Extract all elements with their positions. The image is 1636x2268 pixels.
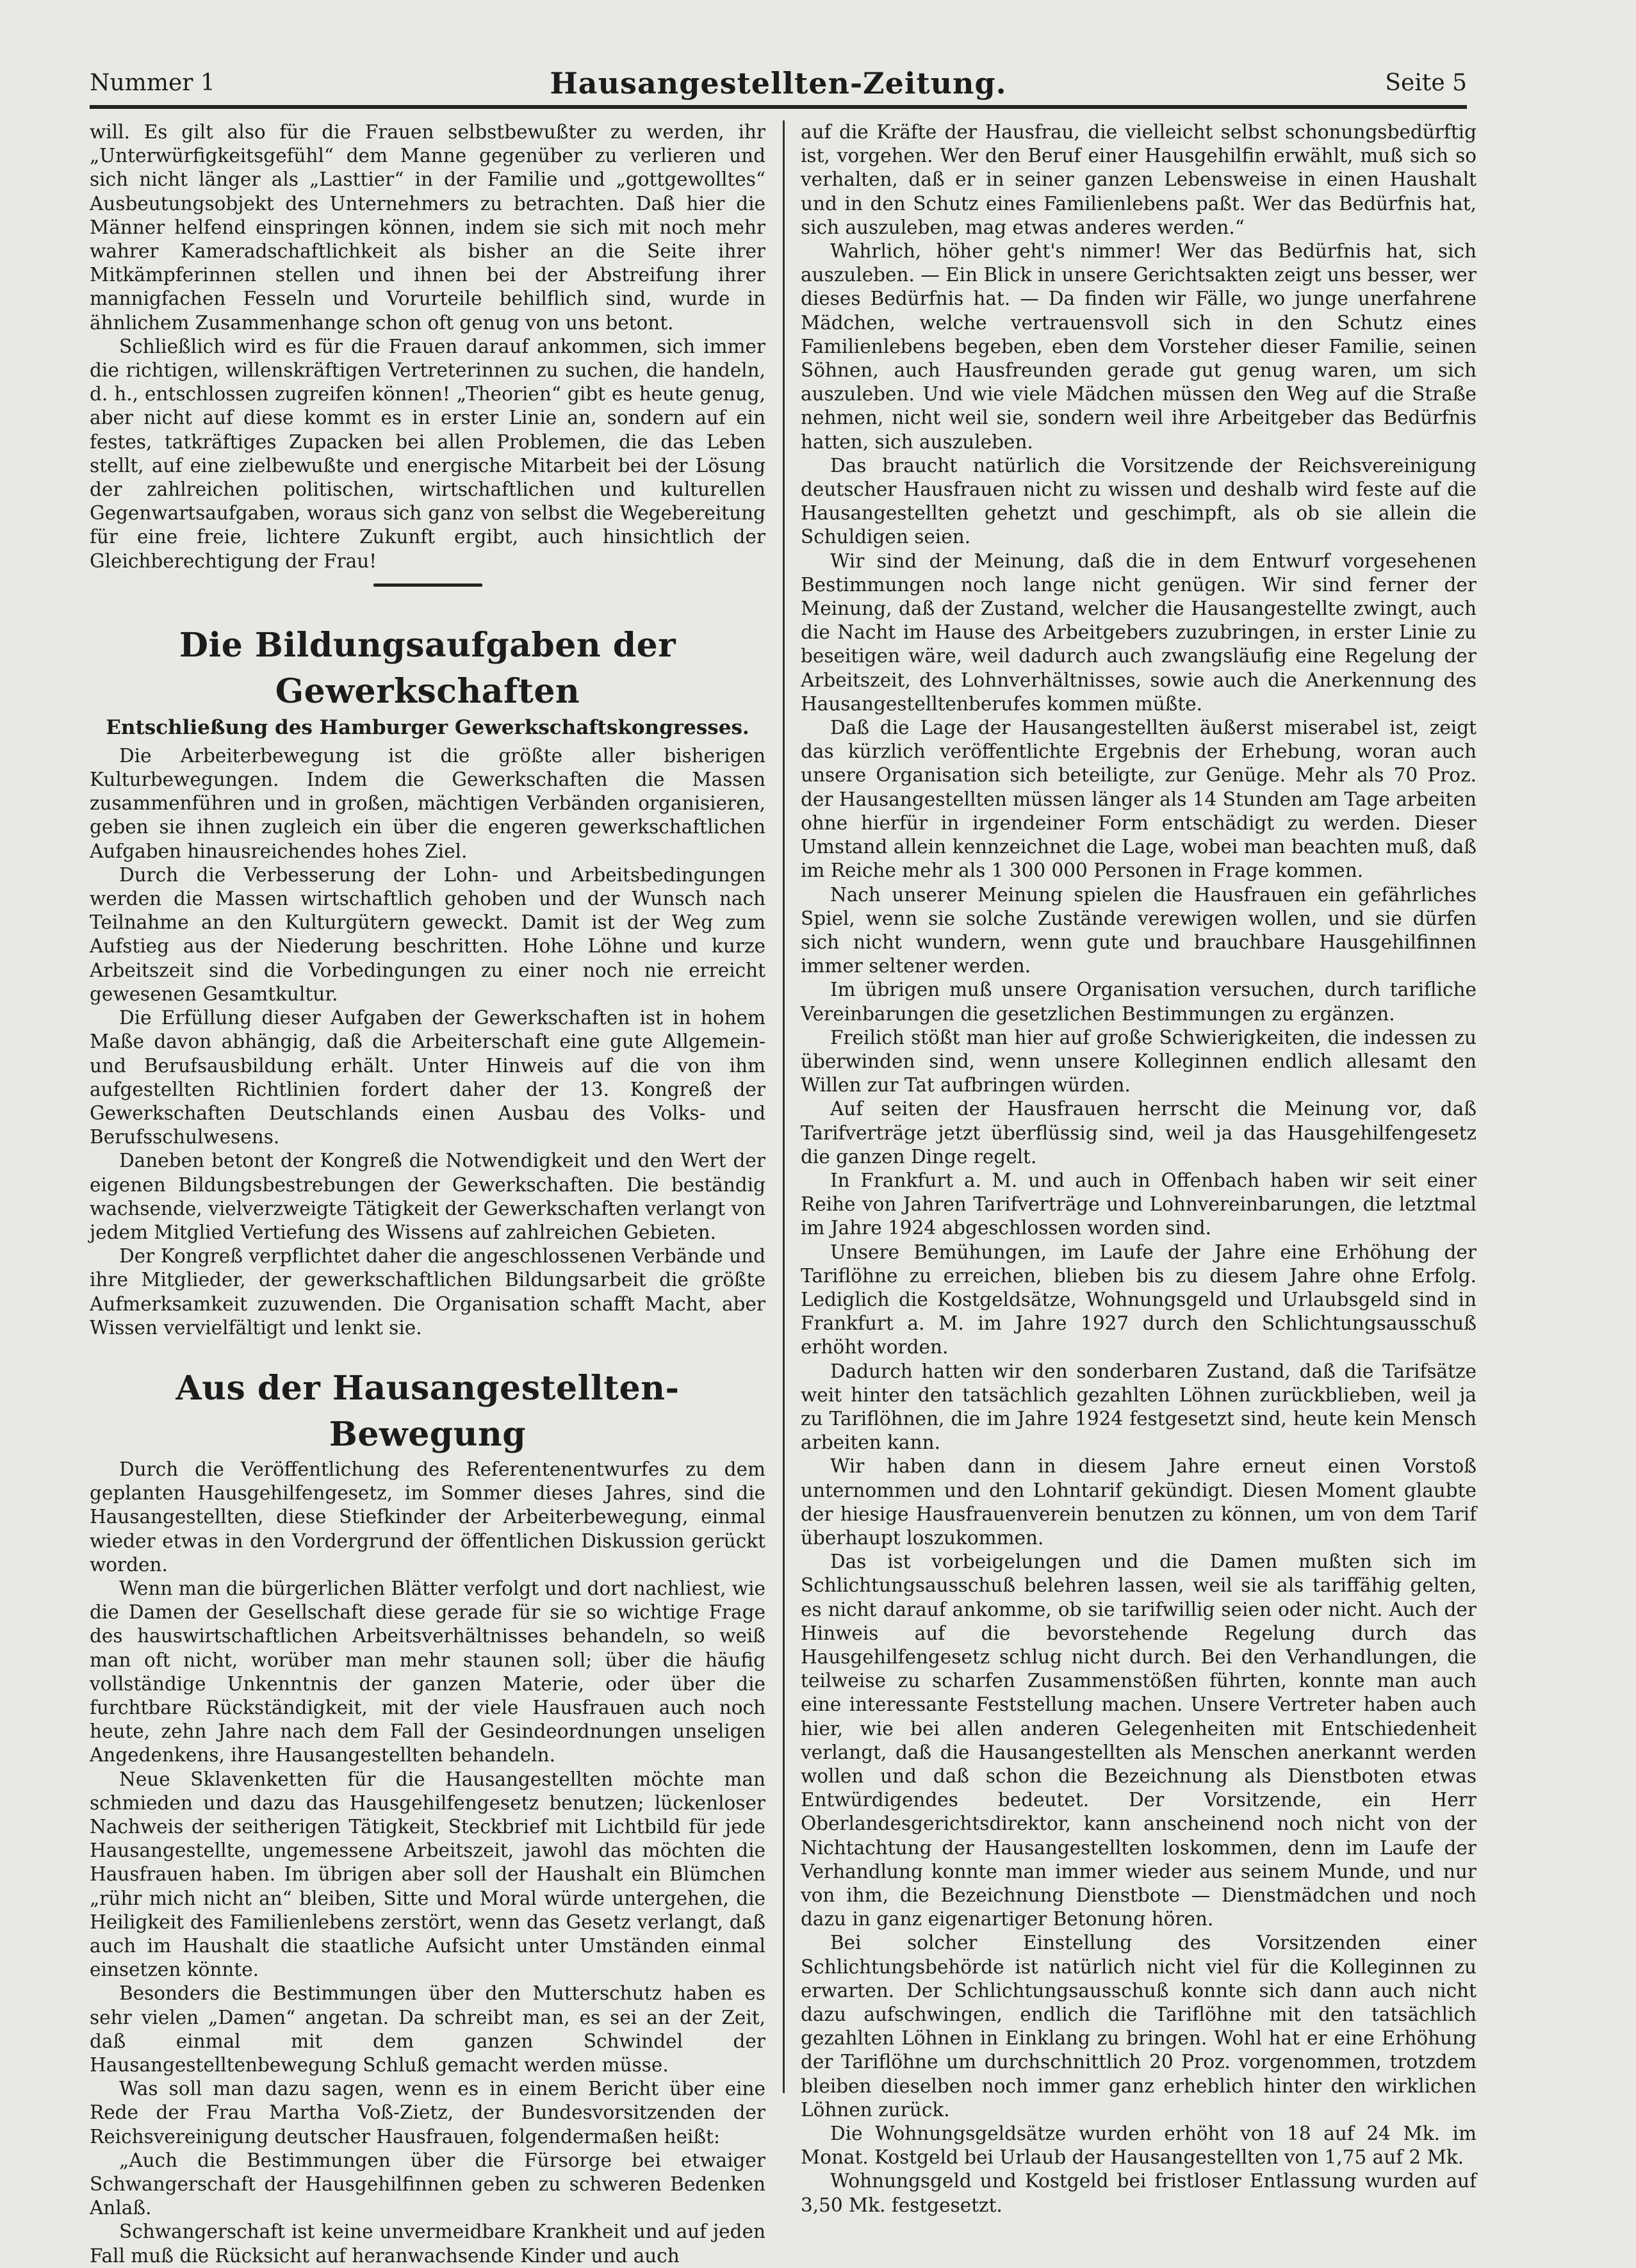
article-paragraph: Nach unserer Meinung spielen die Hausfrauen ein gefährliches Spiel, wenn sie solche Zustände verewigen wollen, und sie dürfen sich nicht wundern, wenn gute und brauchbare Hausgehilfinnen immer seltener werden. xyxy=(801,883,1476,977)
article-paragraph: In Frankfurt a. M. und auch in Offenbach haben wir seit einer Reihe von Jahren Tarifverträge und Lohnvereinbarungen, die letztmal im Jahre 1924 abgeschlossen worden sind. xyxy=(801,1169,1476,1239)
article-title-bildung: Die Bildungsaufgaben der Gewerkschaften xyxy=(179,625,676,711)
header-rule xyxy=(90,105,1467,109)
page-number: Seite 5 xyxy=(1385,70,1467,96)
article-paragraph: Wir sind der Meinung, daß die in dem Entwurf vorgesehenen Bestimmungen noch lange nicht genügen. Wir sind ferner der Meinung, daß der Zustand, welcher die Hausangestellte zwingt, auch die Nacht im Hause des Arbeitgebers zuzubringen, in erster Linie zu beseitigen wäre, weil dadurch auch zwangsläufig eine Regelung der Arbeitszeit, des Lohnverhältnisses, sowie auch die Anerkennung des Hausangestelltenberufes kommen müßte. xyxy=(801,550,1476,715)
article-title-hausangestellten: Aus der Hausangestellten-Bewegung xyxy=(176,1368,680,1454)
right-column xyxy=(801,120,1476,2217)
article-paragraph: Auf seiten der Hausfrauen herrscht die Meinung vor, daß Tarifverträge jetzt überflüssig sind, weil ja das Hausgehilfengesetz die ganzen Dinge regelt. xyxy=(801,1098,1476,1168)
article-paragraph: Wohnungsgeld und Kostgeld bei fristloser Entlassung wurden auf 3,50 Mk. festgesetzt. xyxy=(801,2170,1476,2216)
article-paragraph: Durch die Verbesserung der Lohn- und Arbeitsbedingungen werden die Massen wirtschaftlich gehoben und der Wunsch nach Teilnahme an den Kulturgütern geweckt. Damit ist der Weg zum Aufstieg aus der Niederung beschritten. Hohe Löhne und kurze Arbeitszeit sind die Vorbedingungen zu einer noch nie erreicht gewesenen Gesamtkultur. xyxy=(90,863,765,1005)
article-paragraph: Unsere Bemühungen, im Laufe der Jahre eine Erhöhung der Tariflöhne zu erreichen, blieben bis zu diesem Jahre ohne Erfolg. Lediglich die Kostgeldsätze, Wohnungsgeld und Urlaubsgeld sind in Frankfurt a. M. im Jahre 1927 durch den Schlichtungsausschuß erhöht worden. xyxy=(801,1241,1476,1358)
article-paragraph: Bei solcher Einstellung des Vorsitzenden einer Schlichtungsbehörde ist natürlich nicht viel für die Kolleginnen zu erwarten. Der Schlichtungsausschuß konnte sich dann auch nicht dazu aufschwingen, endlich die Tariflöhne mit den tatsächlich gezahlten Löhnen in Einklang zu bringen. Wohl hat er eine Erhöhung der Tariflöhne um durchschnittlich 20 Proz. vorgenommen, trotzdem bleiben dieselben noch immer ganz erheblich hinter den wirklichen Löhnen zurück. xyxy=(801,1932,1476,2121)
section-gap xyxy=(90,1340,765,1366)
article-paragraph: Die Wohnungsgeldsätze wurden erhöht von 18 auf 24 Mk. im Monat. Kostgeld bei Urlaub der Hausangestellten von 1,75 auf 2 Mk. xyxy=(801,2123,1476,2169)
intro-paragraph: will. Es gilt also für die Frauen selbstbewußter zu werden, ihr „Unterwürfigkeitsgefühl“ dem Manne gegenüber zu verlieren und sich nicht länger als „Lasttier“ in der Familie und „gottgewolltes“ Ausbeutungsobjekt des Unternehmers zu betrachten. Daß hier die Männer helfend einspringen können, indem sie sich mit noch mehr wahrer Kameradschaftlichkeit als bisher an die Seite ihrer Mitkämpferinnen stellen und ihnen bei der Abstreifung ihrer mannigfachen Fesseln und Vorurteile behilflich sind, wurde in ähnlichem Zusammenhange schon oft genug von uns betont. xyxy=(90,121,765,334)
article-paragraph: auf die Kräfte der Hausfrau, die vielleicht selbst schonungsbedürftig ist, vorgehen. Wer den Beruf einer Hausgehilfin erwählt, muß sich so verhalten, daß er in seiner ganzen Lebensweise in einen Haushalt und in den Schutz eines Familienlebens paßt. Wer das Bedürfnis hat, sich auszuleben, mag etwas anderes werden.“ xyxy=(801,121,1476,238)
article-paragraph: Freilich stößt man hier auf große Schwierigkeiten, die indessen zu überwinden sind, wenn unsere Kolleginnen endlich allesamt den Willen zur Tat aufbringen würden. xyxy=(801,1026,1476,1097)
article-paragraph: Die Erfüllung dieser Aufgaben der Gewerkschaften ist in hohem Maße davon abhängig, daß die Arbeiterschaft eine gute Allgemein- und Berufsausbildung erhält. Unter Hinweis auf die von ihm aufgestellten Richtlinien fordert daher der 13. Kongreß der Gewerkschaften Deutschlands einen Ausbau des Volks- und Berufsschulwesens. xyxy=(90,1007,765,1148)
article-paragraph: Wir haben dann in diesem Jahre erneut einen Vorstoß unternommen und den Lohntarif gekündigt. Diesen Moment glaubte der hiesige Hausfrauenverein benutzen zu können, um von dem Tarif überhaupt loszukommen. xyxy=(801,1455,1476,1549)
article-paragraph: Daß die Lage der Hausangestellten äußerst miserabel ist, zeigt das kürzlich veröffentlichte Ergebnis der Erhebung, woran auch unsere Organisation sich beteiligte, zur Genüge. Mehr als 70 Proz. der Hausangestellten müssen länger als 14 Stunden am Tage arbeiten ohne hierfür in irgendeiner Form entschädigt zu werden. Dieser Umstand allein kennzeichnet die Lage, wobei man beachten muß, daß im Reiche mehr als 1 300 000 Personen in Frage kommen. xyxy=(801,717,1476,882)
article-paragraph: Dadurch hatten wir den sonderbaren Zustand, daß die Tarifsätze weit hinter den tatsächlich gezahlten Löhnen zurückblieben, weil ja zu Tariflöhnen, die im Jahre 1924 festgesetzt sind, heute kein Mensch arbeiten kann. xyxy=(801,1360,1476,1454)
article-paragraph: Daneben betont der Kongreß die Notwendigkeit und den Wert der eigenen Bildungsbestrebungen der Gewerkschaften. Die beständig wachsende, vielverzweigte Tätigkeit der Gewerkschaften verlangt von jedem Mitglied Vertiefung des Wissens auf zahlreichen Gebieten. xyxy=(90,1150,765,1243)
left-column xyxy=(90,120,765,2268)
article-paragraph: Besonders die Bestimmungen über den Mutterschutz haben es sehr vielen „Damen“ angetan. Da schreibt man, es sei an der Zeit, daß einmal mit dem ganzen Schwindel der Hausangestelltenbewegung Schluß gemacht werden müsse. xyxy=(90,1982,765,2076)
article-paragraph: Wahrlich, höher geht's nimmer! Wer das Bedürfnis hat, sich auszuleben. — Ein Blick in unsere Gerichtsakten zeigt uns besser, wer dieses Bedürfnis hat. — Da finden wir Fälle, wo junge unerfahrene Mädchen, welche vertrauensvoll sich in den Schutz eines Familienlebens begeben, eben dem Vorsteher dieser Familie, seinen Söhnen, auch Hausfreunden gerade gut genug waren, um sich auszuleben. Und wie viele Mädchen müssen den Weg auf die Straße nehmen, nicht weil sie, sondern weil ihre Arbeitgeber das Bedürfnis hatten, sich auszuleben. xyxy=(801,240,1476,453)
article-paragraph: Wenn man die bürgerlichen Blätter verfolgt und dort nachliest, wie die Damen der Gesellschaft diese gerade für sie so wichtige Frage des hauswirtschaftlichen Arbeitsverhältnisses behandeln, so weiß man oft nicht, worüber man mehr staunen soll; über die häufig vollständige Unkenntnis der ganzen Materie, oder über die furchtbare Rückständigkeit, mit der viele Hausfrauen auch noch heute, zehn Jahre nach dem Fall der Gesindeordnungen unseligen Angedenkens, ihre Hausangestellten behandeln. xyxy=(90,1577,765,1766)
article-paragraph: Durch die Veröffentlichung des Referentenentwurfes zu dem geplanten Hausgehilfengesetz, im Sommer dieses Jahres, sind die Hausangestellten, diese Stiefkinder der Arbeiterbewegung, einmal wieder etwas in den Vordergrund der öffentlichen Diskussion gerückt worden. xyxy=(90,1458,765,1576)
quote-paragraph: Schwangerschaft ist keine unvermeidbare Krankheit und auf jeden Fall muß die Rücksicht auf heranwachsende Kinder und auch xyxy=(90,2221,765,2267)
article-paragraph: Das ist vorbeigelungen und die Damen mußten sich im Schlichtungsausschuß belehren lassen, weil sie als tariffähig gelten, es nicht darauf ankomme, ob sie tarifwillig seien oder nicht. Auch der Hinweis auf die bevorstehende Regelung durch das Hausgehilfengesetz schlug nicht durch. Bei den Verhandlungen, die teilweise zu scharfen Zusammenstößen führten, konnte man auch eine interessante Feststellung machen. Unsere Vertreter haben auch hier, wie bei allen anderen Gelegenheiten mit Entschiedenheit verlangt, daß die Hausangestellten als Menschen anerkannt werden wollen und daß schon die Bezeichnung als Dienstboten etwas Entwürdigendes bedeutet. Der Vorsitzende, ein Herr Oberlandesgerichtsdirektor, kann anscheinend noch nicht von der Nichtachtung der Hausangestellten loskommen, denn im Laufe der Verhandlung konnte man immer wieder aus seinem Munde, und nur von ihm, die Bezeichnung Dienstbote — Dienstmädchen und noch dazu in ganz eigenartiger Betonung hören. xyxy=(801,1551,1476,1930)
page-header xyxy=(90,64,1467,109)
article-paragraph: Was soll man dazu sagen, wenn es in einem Bericht über eine Rede der Frau Martha Voß-Zietz, der Bundesvorsitzenden der Reichsvereinigung deutscher Hausfrauen, folgendermaßen heißt: xyxy=(90,2078,765,2148)
article-subtitle-bildung: Entschließung des Hamburger Gewerkschaftskongresses. xyxy=(106,715,749,739)
section-separator xyxy=(373,583,482,587)
article-paragraph: Das braucht natürlich die Vorsitzende der Reichsvereinigung deutscher Hausfrauen nicht zu wissen und deshalb wird feste auf die Hausangestellten gehetzt und geschimpft, als ob sie allein die Schuldigen seien. xyxy=(801,454,1476,548)
newspaper-title: Hausangestellten-Zeitung. xyxy=(550,66,1007,101)
article-paragraph: Der Kongreß verpflichtet daher die angeschlossenen Verbände und ihre Mitglieder, der gewerkschaftlichen Bildungsarbeit die größte Aufmerksamkeit zuzuwenden. Die Organisation schafft Macht, aber Wissen vervielfältigt und lenkt sie. xyxy=(90,1245,765,1339)
article-paragraph: Neue Sklavenketten für die Hausangestellten möchte man schmieden und dazu das Hausgehilfengesetz benutzen; lückenloser Nachweis der seitherigen Tätigkeit, Steckbrief mit Lichtbild für jede Hausangestellte, ungemessene Arbeitszeit, jawohl das möchten die Hausfrauen haben. Im übrigen aber soll der Haushalt ein Blümchen „rühr mich nicht an“ bleiben, Sitte und Moral würde untergehen, die Heiligkeit des Familienlebens zerstört, wenn das Gesetz verlangt, daß auch im Haushalt die staatliche Aufsicht unter Umständen einmal einsetzen könnte. xyxy=(90,1768,765,1981)
column-divider xyxy=(783,120,785,2093)
issue-number: Nummer 1 xyxy=(90,70,215,96)
article-paragraph: Die Arbeiterbewegung ist die größte aller bisherigen Kulturbewegungen. Indem die Gewerkschaften die Massen zusammenführen und in großen, mächtigen Verbänden organisieren, geben sie ihnen zugleich ein über die engeren gewerkschaftlichen Aufgaben hinausreichendes hohes Ziel. xyxy=(90,744,765,862)
article-paragraph: Im übrigen muß unsere Organisation versuchen, durch tarifliche Vereinbarungen die gesetzlichen Bestimmungen zu ergänzen. xyxy=(801,979,1476,1025)
quote-paragraph: „Auch die Bestimmungen über die Fürsorge bei etwaiger Schwangerschaft der Hausgehilfinnen geben zu schweren Bedenken Anlaß. xyxy=(90,2149,765,2219)
intro-paragraph: Schließlich wird es für die Frauen darauf ankommen, sich immer die richtigen, willenskräftigen Vertreterinnen zu suchen, die handeln, d. h., entschlossen zugreifen können! „Theorien“ gibt es heute genug, aber nicht auf diese kommt es in erster Linie an, sondern auf ein festes, tatkräftiges Zupacken bei allen Problemen, die das Leben stellt, auf eine zielbewußte und energische Mitarbeit bei der Lösung der zahlreichen politischen, wirtschaftlichen und kulturellen Gegenwartsaufgaben, woraus sich ganz von selbst die Wegebereitung für eine freie, lichtere Zukunft ergibt, auch hinsichtlich der Gleichberechtigung der Frau! xyxy=(90,335,765,572)
